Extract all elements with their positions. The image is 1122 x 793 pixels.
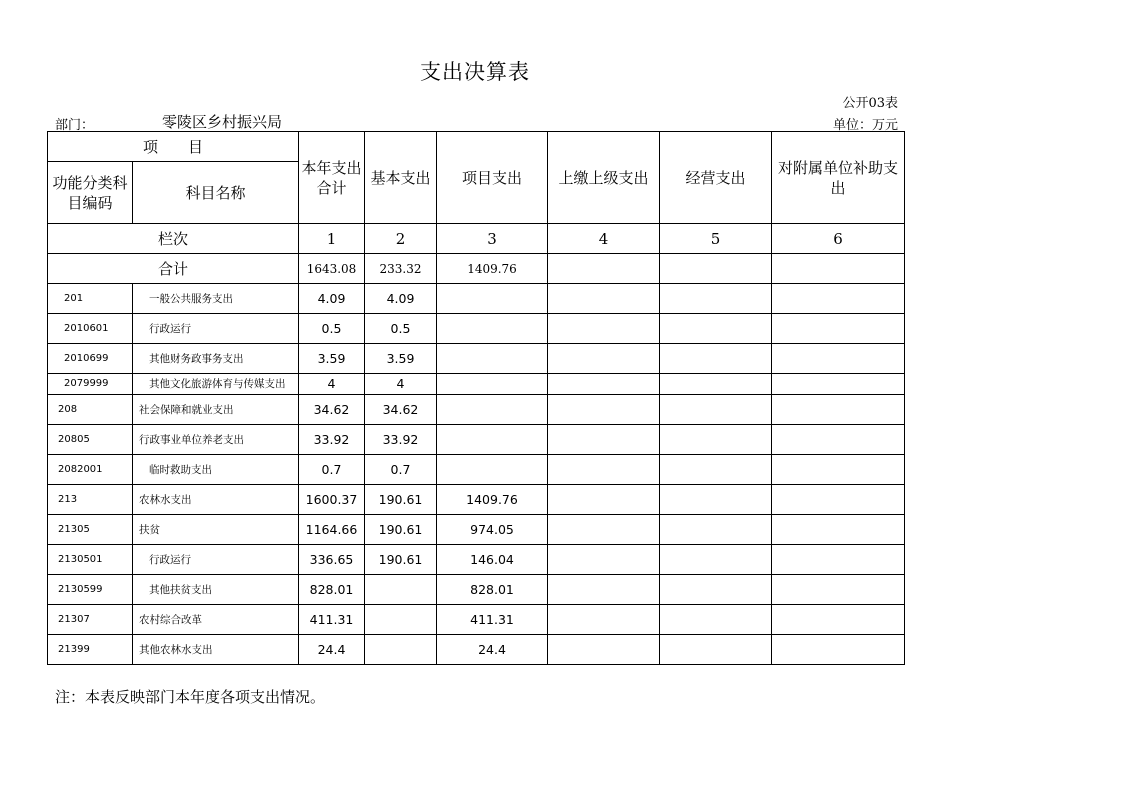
row-col2: 190.61 [365,485,437,515]
row-col2: 34.62 [365,395,437,425]
table-row [48,545,905,575]
col-index-1: 1 [299,224,365,254]
col-index-6: 6 [772,224,905,254]
total-col4 [548,254,660,284]
row-col5 [660,425,772,455]
header-subsidiary-subsidy: 对附属单位补助支出 [772,132,905,224]
page-title: 支出决算表 [420,60,530,84]
row-col5 [660,575,772,605]
row-col4 [548,485,660,515]
row-col6 [772,485,905,515]
row-code: 213 [48,485,133,515]
row-name: 临时救助支出 [133,455,299,485]
row-col2: 4 [365,374,437,395]
row-name: 其他文化旅游体育与传媒支出 [133,374,299,395]
form-number: 公开03表 [842,96,898,111]
row-col4 [548,344,660,374]
row-col4 [548,545,660,575]
total-label: 合计 [48,254,299,284]
row-col4 [548,515,660,545]
row-col1: 33.92 [299,425,365,455]
unit-label: 单位：万元 [832,118,898,133]
row-col3 [437,314,548,344]
row-col5 [660,314,772,344]
row-col6 [772,635,905,665]
row-code: 2010601 [48,314,133,344]
header-item: 项 目 [48,132,299,162]
row-col1: 411.31 [299,605,365,635]
row-col1: 1164.66 [299,515,365,545]
header-total-expenditure: 本年支出合计 [299,132,365,224]
row-col2: 0.5 [365,314,437,344]
row-code: 208 [48,395,133,425]
row-code: 2079999 [48,374,133,395]
total-col5 [660,254,772,284]
table-row [48,374,905,395]
row-col3 [437,344,548,374]
row-col3 [437,425,548,455]
row-col5 [660,455,772,485]
header-operating-expenditure: 经营支出 [660,132,772,224]
row-col1: 0.5 [299,314,365,344]
row-col2 [365,575,437,605]
table-row [48,605,905,635]
row-col6 [772,455,905,485]
row-code: 2130599 [48,575,133,605]
row-col2 [365,605,437,635]
row-name: 农村综合改革 [133,605,299,635]
table-row [48,575,905,605]
col-index-5: 5 [660,224,772,254]
total-row [48,254,905,284]
row-col6 [772,314,905,344]
row-col6 [772,515,905,545]
row-col5 [660,395,772,425]
row-col3: 828.01 [437,575,548,605]
table-row [48,635,905,665]
table-row [48,425,905,455]
row-name: 其他扶贫支出 [133,575,299,605]
row-name: 社会保障和就业支出 [133,395,299,425]
row-code: 21307 [48,605,133,635]
col-index-4: 4 [548,224,660,254]
row-col1: 1600.37 [299,485,365,515]
row-col4 [548,455,660,485]
row-col1: 24.4 [299,635,365,665]
row-col2: 0.7 [365,455,437,485]
row-col6 [772,284,905,314]
footnote: 注：本表反映部门本年度各项支出情况。 [55,688,326,706]
row-col3 [437,374,548,395]
table-row [48,284,905,314]
row-col3 [437,284,548,314]
row-col4 [548,374,660,395]
row-col1: 34.62 [299,395,365,425]
row-name: 行政事业单位养老支出 [133,425,299,455]
row-col4 [548,605,660,635]
row-col3 [437,395,548,425]
row-col2: 4.09 [365,284,437,314]
row-code: 2130501 [48,545,133,575]
row-col4 [548,395,660,425]
expenditure-table [47,131,905,665]
row-col5 [660,605,772,635]
row-col5 [660,485,772,515]
row-col3: 974.05 [437,515,548,545]
header-upper-remittance: 上缴上级支出 [548,132,660,224]
table-row [48,455,905,485]
row-col5 [660,344,772,374]
department-name: 零陵区乡村振兴局 [162,113,283,131]
total-col1: 1643.08 [299,254,365,284]
table-row [48,485,905,515]
row-col6 [772,605,905,635]
row-col5 [660,284,772,314]
col-index-2: 2 [365,224,437,254]
row-col2: 33.92 [365,425,437,455]
row-col1: 336.65 [299,545,365,575]
row-code: 2082001 [48,455,133,485]
row-col6 [772,395,905,425]
header-basic-expenditure: 基本支出 [365,132,437,224]
expenditure-table-container [47,131,905,665]
department-label: 部门： [55,118,95,133]
row-col4 [548,314,660,344]
row-code: 21305 [48,515,133,545]
header-subject-name: 科目名称 [133,162,299,224]
row-col3: 1409.76 [437,485,548,515]
row-name: 行政运行 [133,545,299,575]
row-col4 [548,575,660,605]
row-col3: 411.31 [437,605,548,635]
row-col6 [772,344,905,374]
header-project-expenditure: 项目支出 [437,132,548,224]
row-col4 [548,635,660,665]
row-name: 其他财务政事务支出 [133,344,299,374]
row-name: 农林水支出 [133,485,299,515]
row-name: 扶贫 [133,515,299,545]
row-col1: 3.59 [299,344,365,374]
row-col4 [548,284,660,314]
col-index-3: 3 [437,224,548,254]
row-col2: 3.59 [365,344,437,374]
row-col2: 190.61 [365,515,437,545]
row-col5 [660,515,772,545]
row-col3: 146.04 [437,545,548,575]
row-col5 [660,635,772,665]
row-col5 [660,374,772,395]
row-col5 [660,545,772,575]
header-func-code: 功能分类科目编码 [48,162,133,224]
row-col3: 24.4 [437,635,548,665]
row-name: 行政运行 [133,314,299,344]
row-name: 其他农林水支出 [133,635,299,665]
row-code: 21399 [48,635,133,665]
row-code: 201 [48,284,133,314]
total-col2: 233.32 [365,254,437,284]
row-col1: 0.7 [299,455,365,485]
row-code: 20805 [48,425,133,455]
row-col1: 4.09 [299,284,365,314]
row-col6 [772,575,905,605]
row-col4 [548,425,660,455]
row-col6 [772,425,905,455]
row-code: 2010699 [48,344,133,374]
row-col2: 190.61 [365,545,437,575]
total-col6 [772,254,905,284]
row-index-label: 栏次 [48,224,299,254]
table-row [48,395,905,425]
row-col2 [365,635,437,665]
row-name: 一般公共服务支出 [133,284,299,314]
row-col1: 828.01 [299,575,365,605]
table-row [48,515,905,545]
table-row [48,344,905,374]
total-col3: 1409.76 [437,254,548,284]
row-col6 [772,545,905,575]
table-row [48,314,905,344]
row-col1: 4 [299,374,365,395]
row-col3 [437,455,548,485]
row-col6 [772,374,905,395]
